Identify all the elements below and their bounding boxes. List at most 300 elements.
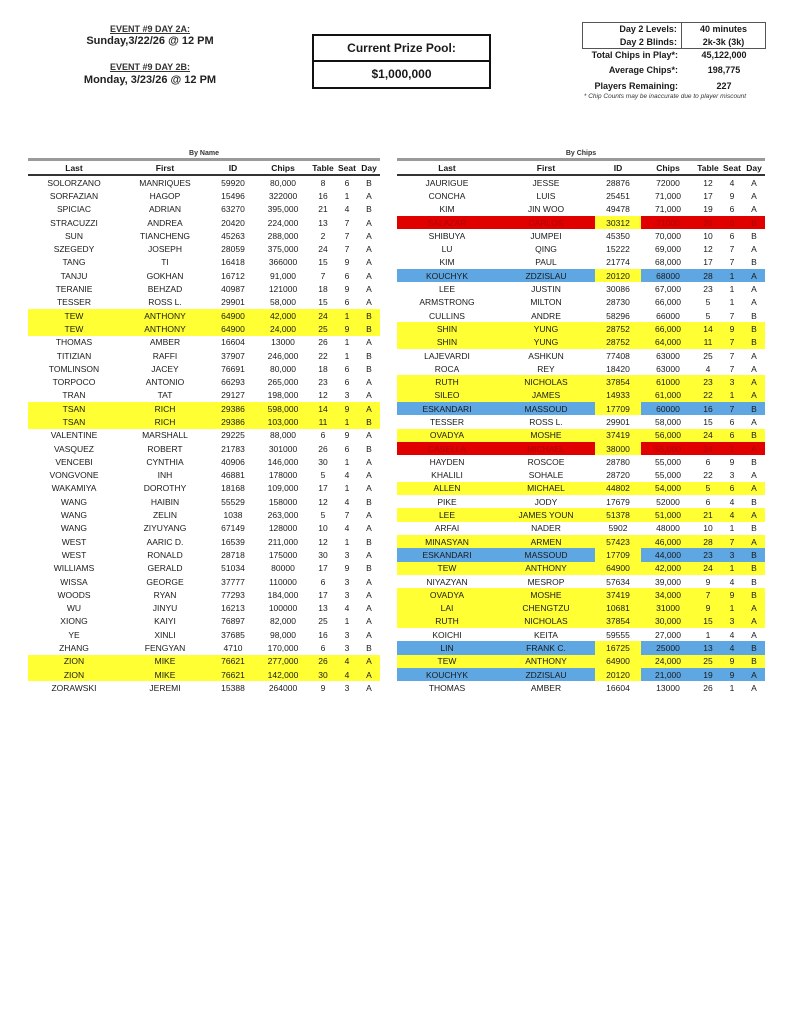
cell-last: YE [68, 629, 80, 640]
cell-table: 24 [703, 430, 713, 441]
table-row [397, 229, 765, 242]
cell-last: ESKANDARI [422, 549, 472, 560]
cell-first: MOSHE [530, 589, 562, 600]
cell-seat: 9 [344, 403, 350, 414]
column-header-table: Table [697, 162, 719, 173]
cell-chips: 63000 [656, 363, 680, 374]
cell-seat: 4 [344, 204, 350, 215]
cell-last: TSAN [62, 416, 86, 427]
table-row [28, 442, 380, 455]
table-row [28, 641, 380, 654]
table-row [28, 309, 380, 322]
cell-day: A [366, 456, 372, 467]
cell-table: 30 [318, 669, 328, 680]
cell-seat: 3 [729, 616, 735, 627]
cell-seat: 1 [344, 483, 350, 494]
cell-last: TSAN [62, 403, 86, 414]
column-header-id: ID [228, 162, 238, 173]
cell-day: A [366, 297, 372, 308]
blinds-value: 2k-3k (3k) [702, 36, 745, 47]
cell-seat: 1 [344, 310, 350, 321]
cell-table: 11 [318, 416, 328, 427]
cell-seat: 9 [729, 589, 735, 600]
cell-last: SHIN [436, 337, 458, 348]
table-row [28, 176, 380, 189]
cell-chips: 21,000 [655, 669, 681, 680]
cell-chips: 56,000 [655, 430, 681, 441]
cell-seat: 3 [344, 629, 350, 640]
cell-table: 17 [318, 483, 328, 494]
cell-day: B [751, 643, 757, 654]
levels-value: 40 minutes [699, 24, 747, 35]
cell-first: TI [161, 257, 169, 268]
table-row [28, 229, 380, 242]
column-header-last: Last [438, 162, 456, 173]
cell-first: TAT [157, 390, 173, 401]
cell-id: 1038 [223, 510, 243, 521]
table-row [28, 628, 380, 641]
cell-last: WISSA [60, 576, 88, 587]
cell-last: SHIBUYA [428, 230, 466, 241]
cell-seat: 7 [729, 337, 735, 348]
cell-day: A [366, 284, 372, 295]
cell-table: 22 [703, 470, 713, 481]
cell-chips: 39,000 [655, 576, 681, 587]
cell-last: MINASYAN [425, 536, 469, 547]
cell-day: A [366, 629, 372, 640]
table-row [397, 282, 765, 295]
cell-table: 4 [705, 363, 711, 374]
cell-day: A [366, 616, 372, 627]
cell-id: 37854 [606, 616, 630, 627]
column-header-day: Day [361, 162, 377, 173]
cell-first: AMBER [530, 682, 562, 693]
cell-table: 15 [703, 416, 713, 427]
cell-day: B [366, 310, 372, 321]
cell-table: 8 [320, 177, 326, 188]
cell-id: 18168 [221, 483, 245, 494]
cell-id: 20420 [221, 217, 245, 228]
table-row [397, 349, 765, 362]
cell-last: TANJU [60, 270, 88, 281]
cell-seat: 7 [729, 350, 735, 361]
table-row [397, 628, 765, 641]
cell-chips: 34,000 [655, 589, 681, 600]
cell-last: ALLEN [433, 483, 461, 494]
cell-table: 12 [318, 496, 328, 507]
table-row [397, 455, 765, 468]
cell-day: A [366, 403, 372, 414]
column-header-chips: Chips [271, 162, 295, 173]
cell-day: A [366, 576, 372, 587]
cell-seat: 1 [344, 350, 350, 361]
cell-chips: 128000 [268, 523, 298, 534]
cell-seat: 1 [344, 416, 350, 427]
cell-table: 26 [318, 443, 328, 454]
prize-pool-box [312, 34, 491, 89]
cell-id: 64900 [221, 323, 245, 334]
cell-day: B [751, 217, 757, 228]
cell-last: WAKAMIYA [51, 483, 97, 494]
cell-first: ROSCOE [527, 456, 565, 467]
cell-first: KEITA [534, 629, 558, 640]
cell-chips: 42,000 [655, 563, 681, 574]
cell-chips: 69,000 [655, 244, 681, 255]
table-row [28, 602, 380, 615]
cell-id: 59555 [606, 629, 630, 640]
cell-first: NICHOLAS [524, 377, 568, 388]
cell-day: A [751, 204, 757, 215]
cell-table: 12 [703, 177, 713, 188]
cell-id: 66293 [221, 377, 245, 388]
cell-seat: 4 [344, 656, 350, 667]
cell-chips: 24,000 [270, 323, 296, 334]
cell-table: 28 [703, 270, 713, 281]
cell-day: B [366, 363, 372, 374]
cell-last: SPICIAC [56, 204, 91, 215]
table-caption: By Chips [565, 150, 597, 157]
cell-table: 5 [705, 310, 711, 321]
cell-chips: 82,000 [270, 616, 296, 627]
cell-seat: 3 [344, 549, 350, 560]
cell-table: 12 [703, 244, 713, 255]
cell-last: HAYDEN [429, 456, 465, 467]
cell-chips: 68000 [656, 270, 680, 281]
table-row [28, 588, 380, 601]
cell-table: 10 [703, 230, 713, 241]
cell-first: JODY [534, 496, 558, 507]
table-row [28, 375, 380, 388]
cell-last: KOUCHYK [425, 270, 469, 281]
cell-day: A [751, 536, 757, 547]
cell-first: JEREMI [149, 682, 181, 693]
cell-day: A [366, 257, 372, 268]
cell-id: 29901 [221, 297, 245, 308]
table-row [28, 216, 380, 229]
column-header-seat: Seat [723, 162, 741, 173]
cell-last: VONGVONE [49, 470, 99, 481]
cell-id: 40987 [221, 284, 245, 295]
cell-last: KIM [439, 257, 455, 268]
cell-last: ZORAWSKI [51, 682, 97, 693]
cell-id: 30086 [606, 284, 630, 295]
cell-id: 17709 [595, 548, 641, 561]
cell-last: SILEO [434, 390, 460, 401]
cell-seat: 6 [344, 177, 350, 188]
cell-day: A [366, 217, 372, 228]
cell-first: CHENGTZU [522, 603, 570, 614]
cell-seat: 4 [729, 510, 735, 521]
cell-table: 26 [318, 337, 328, 348]
cell-first: YUNG [533, 323, 559, 334]
cell-day: B [751, 257, 757, 268]
table-row [28, 269, 380, 282]
cell-first: ROBERT [147, 443, 183, 454]
cell-chips: 265,000 [267, 377, 299, 388]
cell-table: 17 [703, 257, 713, 268]
cell-table: 18 [318, 363, 328, 374]
players-remaining-value: 227 [716, 81, 732, 92]
cell-last: SOLORZANO [47, 177, 101, 188]
column-header-first: First [155, 162, 175, 173]
cell-seat: 1 [729, 443, 735, 454]
cell-last: SALAZAR [427, 217, 467, 228]
cell-seat: 1 [729, 563, 735, 574]
table-row [397, 495, 765, 508]
cell-last: WEST [61, 536, 87, 547]
cell-id: 76691 [221, 363, 245, 374]
average-chips-label: Average Chips*: [608, 64, 678, 75]
cell-first: MIKE [154, 669, 176, 680]
cell-chips: 55,000 [655, 456, 681, 467]
cell-last: VALENTINE [50, 430, 98, 441]
cell-table: 16 [318, 190, 328, 201]
cell-seat: 1 [729, 682, 735, 693]
cell-seat: 9 [344, 563, 350, 574]
cell-seat: 1 [729, 603, 735, 614]
table-row [397, 216, 765, 229]
cell-id: 37907 [221, 350, 245, 361]
table-row [28, 389, 380, 402]
cell-first: INH [157, 470, 173, 481]
cell-table: 1 [705, 629, 711, 640]
cell-last: LEE [438, 510, 456, 521]
cell-day: B [366, 443, 372, 454]
chip-count-note: * Chip Counts may be inaccurate due to player miscount [583, 93, 747, 100]
cell-day: A [366, 523, 372, 534]
cell-id: 57423 [606, 536, 630, 547]
cell-day: A [366, 230, 372, 241]
cell-table: 13 [318, 217, 328, 228]
cell-first: RYAN [153, 589, 177, 600]
table-row [397, 482, 765, 495]
cell-first: ZELIN [152, 510, 178, 521]
blinds-label: Day 2 Blinds: [583, 36, 682, 49]
table-row [28, 256, 380, 269]
cell-table: 25 [703, 656, 713, 667]
cell-first: MICHAEL [527, 443, 565, 454]
cell-id: 15222 [606, 244, 630, 255]
table-row [28, 482, 380, 495]
cell-last: TEW [437, 563, 457, 574]
cell-table: 24 [703, 443, 713, 454]
cell-seat: 9 [729, 190, 735, 201]
cell-chips: 55,000 [655, 470, 681, 481]
cell-day: A [751, 363, 757, 374]
cell-id: 57634 [606, 576, 630, 587]
cell-table: 14 [703, 323, 713, 334]
cell-id: 17709 [595, 402, 641, 415]
cell-day: A [366, 244, 372, 255]
table-row [397, 336, 765, 349]
cell-day: B [366, 496, 372, 507]
cell-chips: 52000 [656, 496, 680, 507]
cell-seat: 3 [729, 470, 735, 481]
cell-table: 15 [703, 616, 713, 627]
cell-chips: 264000 [268, 682, 298, 693]
cell-chips: 42,000 [270, 310, 296, 321]
levels-label: Day 2 Levels: [583, 23, 682, 36]
table-row [28, 336, 380, 349]
cell-table: 9 [705, 576, 711, 587]
cell-first: FRANK C. [526, 643, 566, 654]
cell-id: 37854 [606, 377, 630, 388]
table-row [397, 655, 765, 668]
cell-seat: 1 [344, 190, 350, 201]
cell-day: A [751, 350, 757, 361]
event-b-heading: EVENT #9 DAY 2B: [109, 62, 191, 72]
cell-seat: 4 [344, 603, 350, 614]
table-row [28, 655, 380, 668]
cell-table: 9 [705, 603, 711, 614]
column-header-chips: Chips [656, 162, 680, 173]
cell-chips: 198,000 [267, 390, 299, 401]
cell-id: 49478 [606, 204, 630, 215]
cell-table: 7 [705, 589, 711, 600]
cell-chips: 375,000 [267, 244, 299, 255]
table-row [397, 296, 765, 309]
cell-table: 5 [320, 470, 326, 481]
cell-seat: 6 [344, 297, 350, 308]
cell-chips: 60000 [656, 403, 680, 414]
cell-chips: 44,000 [655, 549, 681, 560]
cell-chips: 31000 [656, 603, 680, 614]
cell-first: DOROTHY [143, 483, 187, 494]
table-row [28, 189, 380, 202]
cell-day: B [366, 204, 372, 215]
cell-seat: 9 [729, 669, 735, 680]
cell-table: 12 [318, 536, 328, 547]
cell-seat: 3 [729, 377, 735, 388]
cell-first: JAMES [531, 390, 561, 401]
cell-id: 58296 [606, 310, 630, 321]
cell-first: RONALD [147, 549, 183, 560]
cell-seat: 1 [729, 284, 735, 295]
cell-table: 17 [318, 563, 328, 574]
event-a-heading: EVENT #9 DAY 2A: [109, 24, 191, 34]
table-row [28, 349, 380, 362]
cell-day: B [366, 416, 372, 427]
cell-seat: 1 [344, 456, 350, 467]
cell-first: ANTHONY [144, 310, 186, 321]
table-row [397, 681, 765, 694]
cell-seat: 9 [729, 656, 735, 667]
cell-last: TESSER [429, 416, 464, 427]
cell-first: ANTHONY [525, 656, 567, 667]
cell-table: 19 [703, 204, 713, 215]
cell-first: JUSTIN [531, 284, 561, 295]
cell-id: 45263 [221, 230, 245, 241]
cell-seat: 1 [729, 297, 735, 308]
cell-chips: 66,000 [655, 323, 681, 334]
cell-last: ZION [63, 669, 85, 680]
cell-id: 77408 [606, 350, 630, 361]
cell-table: 22 [703, 390, 713, 401]
cell-chips: 27,000 [655, 629, 681, 640]
cell-id: 21783 [221, 443, 245, 454]
cell-table: 6 [705, 496, 711, 507]
table-row [28, 615, 380, 628]
cell-chips: 66,000 [655, 297, 681, 308]
cell-last: SHIN [436, 323, 458, 334]
cell-first: ARMEN [530, 536, 562, 547]
cell-first: NADER [531, 523, 561, 534]
cell-day: A [751, 483, 757, 494]
table-row [28, 203, 380, 216]
cell-chips: 30,000 [655, 616, 681, 627]
cell-seat: 9 [344, 257, 350, 268]
table-row [28, 495, 380, 508]
cell-id: 16213 [221, 603, 245, 614]
cell-chips: 211,000 [267, 536, 299, 547]
cell-seat: 6 [344, 443, 350, 454]
cell-day: A [366, 390, 372, 401]
cell-first: ZDZISLAU [525, 270, 567, 281]
cell-last: XIONG [60, 616, 88, 627]
column-header-id: ID [613, 162, 623, 173]
cell-seat: 9 [344, 430, 350, 441]
table-row [28, 362, 380, 375]
cell-last: ROCA [434, 363, 460, 374]
cell-seat: 7 [729, 403, 735, 414]
cell-seat: 4 [344, 496, 350, 507]
cell-table: 15 [318, 257, 328, 268]
cell-first: YUNG [533, 337, 559, 348]
cell-table: 16 [703, 403, 713, 414]
event-a-date: Sunday,3/22/26 @ 12 PM [86, 35, 214, 47]
cell-seat: 7 [729, 363, 735, 374]
cell-last: TORPOCO [52, 377, 96, 388]
cell-seat: 7 [729, 310, 735, 321]
cell-seat: 4 [729, 177, 735, 188]
cell-day: A [366, 337, 372, 348]
cell-first: JUMPEI [530, 230, 562, 241]
cell-day: A [751, 616, 757, 627]
cell-id: 28752 [606, 323, 630, 334]
cell-table: 25 [318, 616, 328, 627]
cell-id: 40906 [221, 456, 245, 467]
cell-last: OVADYA [429, 430, 465, 441]
cell-last: WU [66, 603, 82, 614]
cell-table: 21 [318, 204, 328, 215]
cell-id: 28718 [221, 549, 245, 560]
levels-box [582, 22, 766, 49]
cell-first: CARLOS [528, 217, 564, 228]
stats-panel [560, 22, 770, 93]
cell-last: CASELLA [427, 443, 467, 454]
cell-id: 76897 [221, 616, 245, 627]
cell-chips: 80,000 [270, 177, 296, 188]
cell-first: ZIYUYANG [143, 523, 187, 534]
cell-id: 51034 [221, 563, 245, 574]
cell-first: ANDRE [531, 310, 561, 321]
cell-day: A [366, 682, 372, 693]
cell-chips: 54,000 [655, 483, 681, 494]
cell-id: 28730 [606, 297, 630, 308]
cell-seat: 7 [344, 230, 350, 241]
cell-id: 16604 [221, 337, 245, 348]
cell-seat: 6 [729, 416, 735, 427]
cell-chips: 58,000 [270, 297, 296, 308]
cell-id: 4710 [223, 643, 243, 654]
cell-last: THOMAS [55, 337, 93, 348]
cell-id: 16418 [221, 257, 245, 268]
prize-pool-value: $1,000,000 [371, 67, 432, 82]
cell-id: 16725 [595, 641, 641, 654]
cell-day: A [366, 603, 372, 614]
cell-id: 37685 [221, 629, 245, 640]
cell-first: ANTHONY [525, 563, 567, 574]
